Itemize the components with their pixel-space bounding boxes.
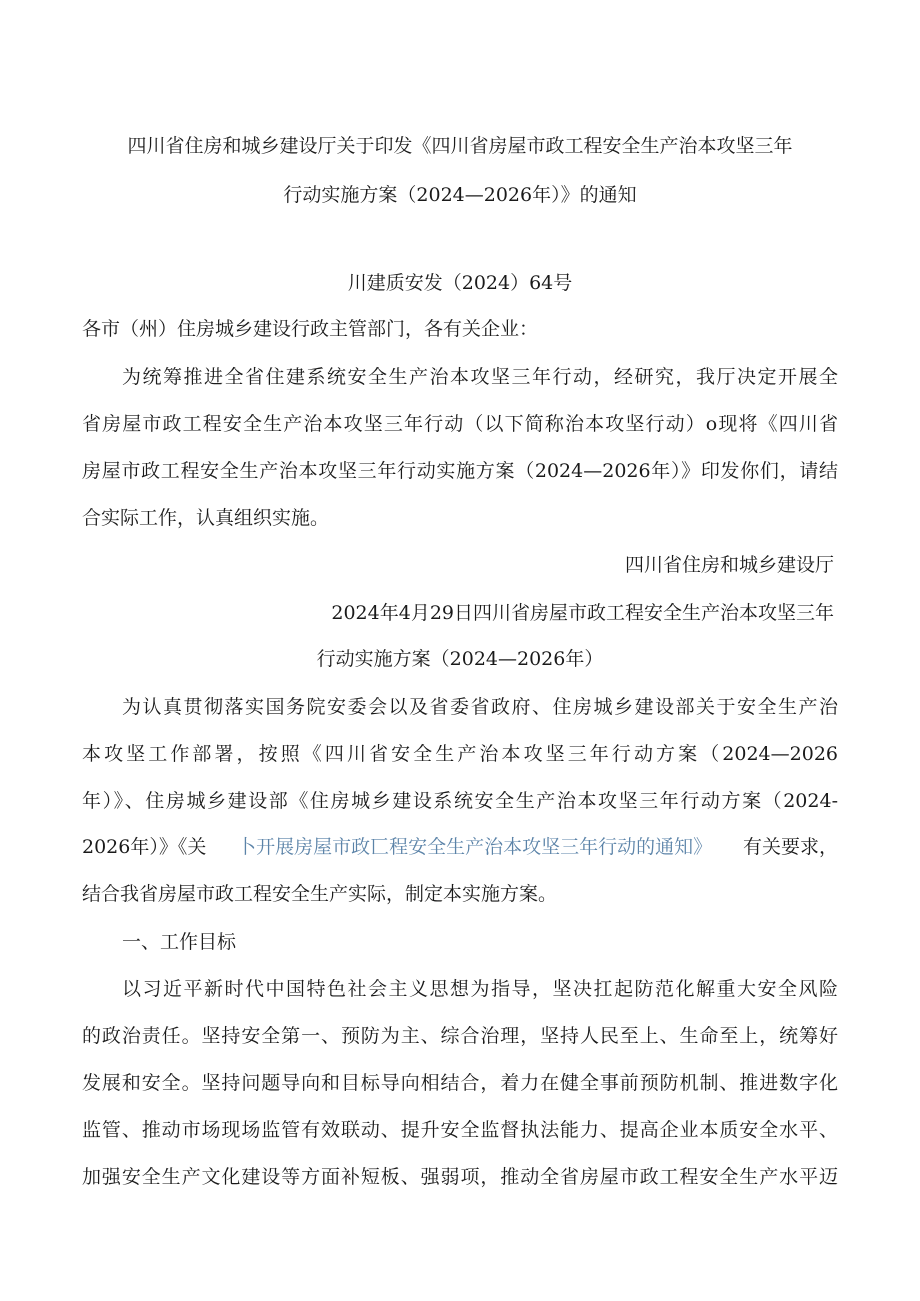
para2-line2: 本攻坚工作部署，按照《四川省安全生产治本攻坚三年行动方案（2024—2026 — [82, 743, 838, 765]
para2-line1: 为认真贯彻落实国务院安委会以及省委省政府、住房城乡建设部关于安全生产治 — [122, 696, 838, 718]
para1-line4: 合实际工作，认真组织实施。 — [82, 507, 330, 529]
para2-line5: 结合我省房屋市政工程安全生产实际，制定本实施方案。 — [82, 883, 558, 905]
para3-line4: 监管、推动市场现场监管有效联动、提升安全监督执法能力、提高企业本质安全水平、 — [82, 1119, 838, 1141]
signature: 四川省住房和城乡建设厅 — [624, 554, 834, 576]
para1-line1: 为统筹推进全省住建系统安全生产治本攻坚三年行动，经研究，我厅决定开展全 — [122, 366, 838, 388]
doc-title-line2: 行动实施方案（2024—2026年）》的通知 — [283, 184, 637, 206]
para3-line5: 加强安全生产文化建设等方面补短板、强弱项，推动全省房屋市政工程安全生产水平迈 — [82, 1166, 838, 1188]
section-heading-goals: 一、工作目标 — [122, 931, 237, 953]
para2-line3: 年）》、住房城乡建设部《住房城乡建设系统安全生产治本攻坚三年行动方案（2024- — [82, 790, 838, 812]
doc-title-line1: 四川省住房和城乡建设厅关于印发《四川省房屋市政工程安全生产治本攻坚三年 — [127, 135, 793, 157]
para3-line2: 的政治责任。坚持安全第一、预防为主、综合治理，坚持人民至上、生命至上，统筹好 — [82, 1025, 838, 1047]
doc-number: 川建质安发（2024）64号 — [347, 272, 573, 294]
para1-line2: 省房屋市政工程安全生产治本攻坚三年行动（以下简称治本攻坚行动）o现将《四川省 — [82, 413, 838, 435]
plan-title: 行动实施方案（2024—2026年） — [316, 648, 604, 670]
notice-link[interactable]: 卜开展房屋市政匸程安全生产治本攻坚三年行动的通知》 — [237, 836, 713, 858]
para2-line4-post: 有关要求， — [742, 836, 838, 858]
addressee: 各市（州）住房城乡建设行政主管部门，各有关企业： — [82, 318, 539, 340]
para3-line3: 发展和安全。坚持问题导向和目标导向相结合，着力在健全事前预防机制、推进数字化 — [82, 1072, 838, 1094]
date-title: 2024年4月29日四川省房屋市政工程安全生产治本攻坚三年 — [331, 602, 834, 624]
para1-line3: 房屋市政工程安全生产治本攻坚三年行动实施方案（2024—2026年）》印发你们，请结 — [82, 460, 838, 482]
para2-line4 — [82, 834, 838, 860]
para2-line4-pre: 2026年）》《关 — [82, 836, 207, 858]
para3-line1: 以习近平新时代中国特色社会主义思想为指导，坚决扛起防范化解重大安全风险 — [122, 978, 838, 1000]
